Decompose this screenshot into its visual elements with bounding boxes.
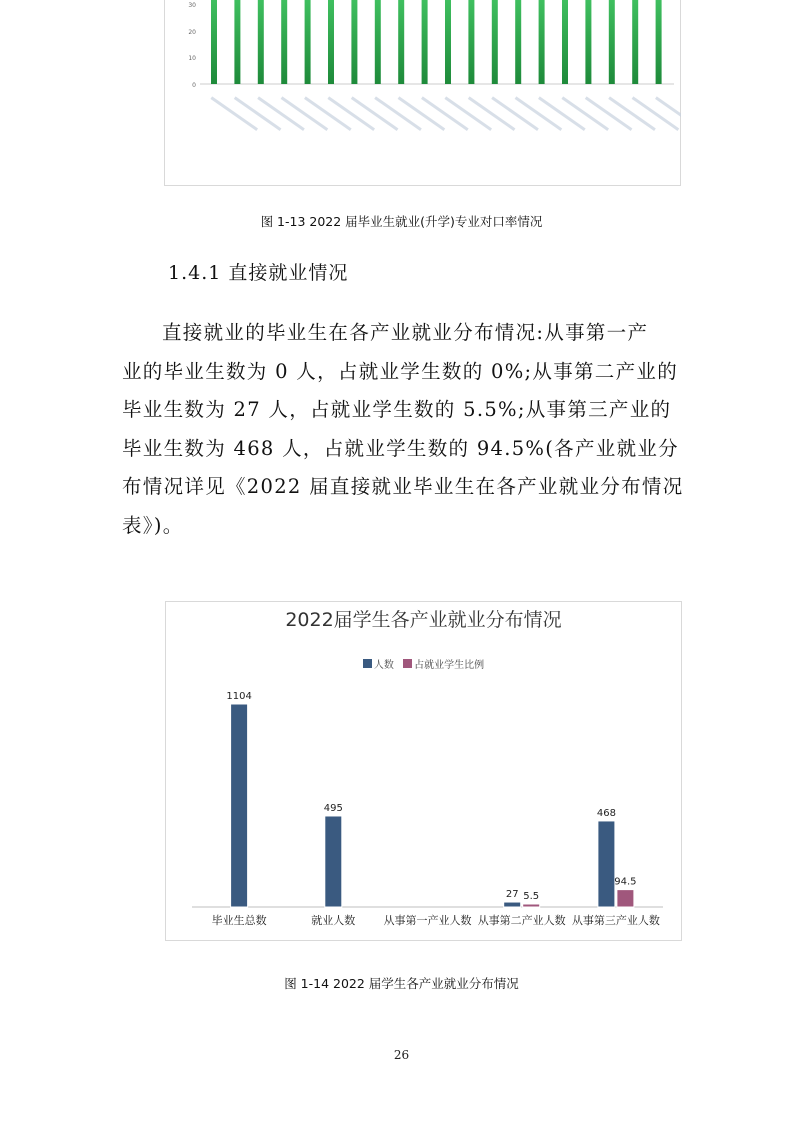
bar	[398, 0, 404, 84]
page-number: 26	[393, 1048, 410, 1062]
y-tick-label: 0	[192, 82, 196, 89]
x-tick-label-blurred	[351, 96, 399, 131]
y-tick-label: 10	[188, 55, 196, 62]
data-label: 5.5	[523, 891, 540, 902]
figure-1-13-caption: 图 1-13 2022 届毕业生就业(升学)专业对口率情况	[260, 214, 543, 229]
section-paragraph	[122, 314, 682, 545]
x-tick-label-blurred	[210, 96, 258, 131]
x-tick-label-blurred	[374, 96, 422, 131]
bar-ratio	[523, 904, 540, 907]
x-tick-label-blurred	[585, 96, 633, 131]
bar-count	[598, 821, 615, 907]
x-tick-label-blurred	[281, 96, 329, 131]
bar	[609, 0, 615, 84]
paragraph-line: 毕业生数为 27 人，占就业学生数的 5.5%;从事第三产业的	[122, 398, 672, 421]
x-category-label: 从事第一产业人数	[383, 914, 472, 927]
x-tick-label-blurred	[398, 96, 446, 131]
x-tick-label-blurred	[561, 96, 609, 131]
bar	[539, 0, 545, 84]
bar-count	[231, 704, 248, 907]
x-category-label: 毕业生总数	[211, 914, 267, 927]
x-tick-label-blurred	[421, 96, 469, 131]
bar	[492, 0, 498, 84]
x-tick-label-blurred	[608, 96, 656, 131]
x-tick-label-blurred	[257, 96, 305, 131]
legend-label-ratio: 占就业学生比例	[414, 660, 485, 671]
bar	[211, 0, 217, 84]
bar	[656, 0, 662, 84]
bar	[234, 0, 240, 84]
bar	[281, 0, 287, 84]
bar	[468, 0, 474, 84]
x-category-label: 从事第三产业人数	[571, 914, 660, 927]
data-label: 1104	[226, 691, 252, 702]
x-tick-label-blurred	[491, 96, 539, 131]
bar	[422, 0, 428, 84]
bar-count	[504, 902, 521, 907]
data-label: 27	[505, 889, 519, 901]
x-tick-label-blurred	[468, 96, 516, 131]
legend-label-count: 人数	[373, 660, 394, 671]
x-category-label: 就业人数	[311, 914, 356, 927]
x-tick-label-blurred	[234, 96, 282, 131]
bar	[351, 0, 357, 84]
x-category-label: 从事第二产业人数	[477, 914, 566, 927]
bar-count	[325, 816, 342, 907]
x-tick-label-blurred	[655, 96, 681, 131]
paragraph-line: 业的毕业生数为 0 人，占就业学生数的 0%;从事第二产业的	[122, 359, 679, 383]
data-label: 468	[596, 807, 616, 819]
figure-1-13-chart	[164, 0, 681, 188]
figure-1-14-chart	[165, 601, 682, 941]
bar	[445, 0, 451, 84]
bar	[632, 0, 638, 84]
chart-title: 2022届学生各产业就业分布情况	[285, 609, 562, 631]
bar	[328, 0, 334, 84]
bar	[375, 0, 381, 84]
x-tick-label-blurred	[304, 96, 352, 131]
bar	[258, 0, 264, 84]
section-heading: 1.4.1 直接就业情况	[168, 262, 349, 284]
y-tick-label: 30	[188, 2, 196, 9]
x-tick-label-blurred	[538, 96, 586, 131]
x-tick-label-blurred	[632, 96, 680, 131]
paragraph-line: 布情况详见《2022 届直接就业毕业生在各产业就业分布情况	[122, 475, 684, 498]
bar	[305, 0, 311, 84]
bar-ratio	[617, 890, 634, 907]
paragraph-line: 毕业生数为 468 人，占就业学生数的 94.5%(各产业就业分	[122, 436, 679, 460]
bar	[585, 0, 591, 84]
bar	[515, 0, 521, 84]
bar	[562, 0, 568, 84]
x-tick-label-blurred	[515, 96, 563, 131]
x-tick-label-blurred	[444, 96, 492, 131]
y-tick-label: 20	[188, 29, 196, 36]
figure-1-14-caption: 图 1-14 2022 届学生各产业就业分布情况	[284, 976, 519, 991]
paragraph-line: 直接就业的毕业生在各产业就业分布情况:从事第一产	[162, 321, 649, 344]
x-tick-label-blurred	[327, 96, 375, 131]
data-label: 94.5	[614, 876, 637, 888]
data-label: 495	[323, 802, 343, 814]
paragraph-line: 表》)。	[122, 513, 184, 537]
